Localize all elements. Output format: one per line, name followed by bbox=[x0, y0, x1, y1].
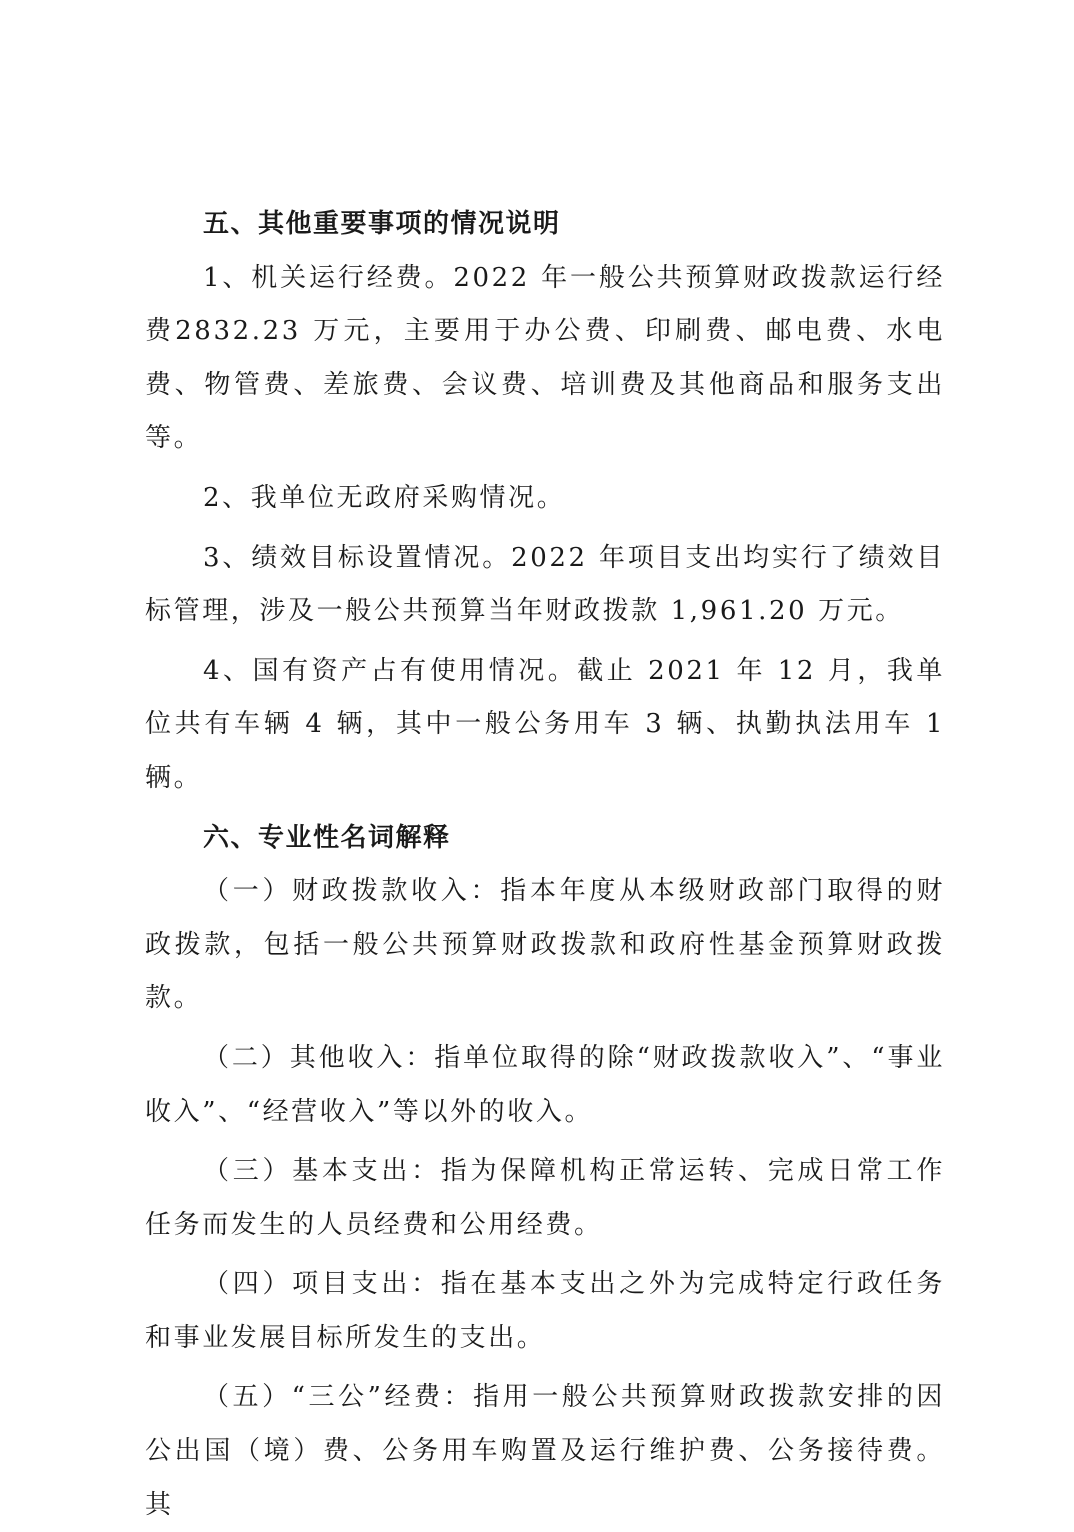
section-heading-terminology: 六、专业性名词解释 bbox=[203, 822, 451, 853]
paragraph-term-basic-expenditure: （三）基本支出：指为保障机构正常运转、完成日常工作任务而发生的人员经费和公用经费。 bbox=[145, 1156, 945, 1240]
paragraph-performance-targets: 3、绩效目标设置情况。2022 年项目支出均实行了绩效目标管理，涉及一般公共预算当年财政拨款 1,961.20 万元。 bbox=[145, 542, 945, 627]
paragraph-operating-expenses: 1、机关运行经费。2022 年一般公共预算财政拨款运行经费2832.23 万元，主要用于办公费、印刷费、邮电费、水电费、物管费、差旅费、会议费、培训费及其他商品和服务支出等。 bbox=[145, 262, 945, 454]
paragraph-term-three-public-expenses: （五）“三公”经费：指用一般公共预算财政拨款安排的因公出国（境）费、公务用车购置及运行维护费、公务接待费。其 bbox=[145, 1382, 945, 1520]
section-heading-other-matters: 五、其他重要事项的情况说明 bbox=[203, 209, 561, 239]
document-body bbox=[145, 198, 945, 1532]
paragraph-state-assets: 4、国有资产占有使用情况。截止 2021 年 12 月，我单位共有车辆 4 辆，其中一般公务用车 3 辆、执勤执法用车 1 辆。 bbox=[145, 655, 945, 793]
paragraph-term-other-income: （二）其他收入：指单位取得的除“财政拨款收入”、“事业收入”、“经营收入”等以外的收入。 bbox=[145, 1042, 945, 1127]
paragraph-procurement: 2、我单位无政府采购情况。 bbox=[203, 482, 566, 513]
paragraph-term-appropriation-income: （一）财政拨款收入：指本年度从本级财政部门取得的财政拨款，包括一般公共预算财政拨款和政府性基金预算财政拨款。 bbox=[145, 876, 945, 1014]
paragraph-term-project-expenditure: （四）项目支出：指在基本支出之外为完成特定行政任务和事业发展目标所发生的支出。 bbox=[145, 1269, 945, 1353]
